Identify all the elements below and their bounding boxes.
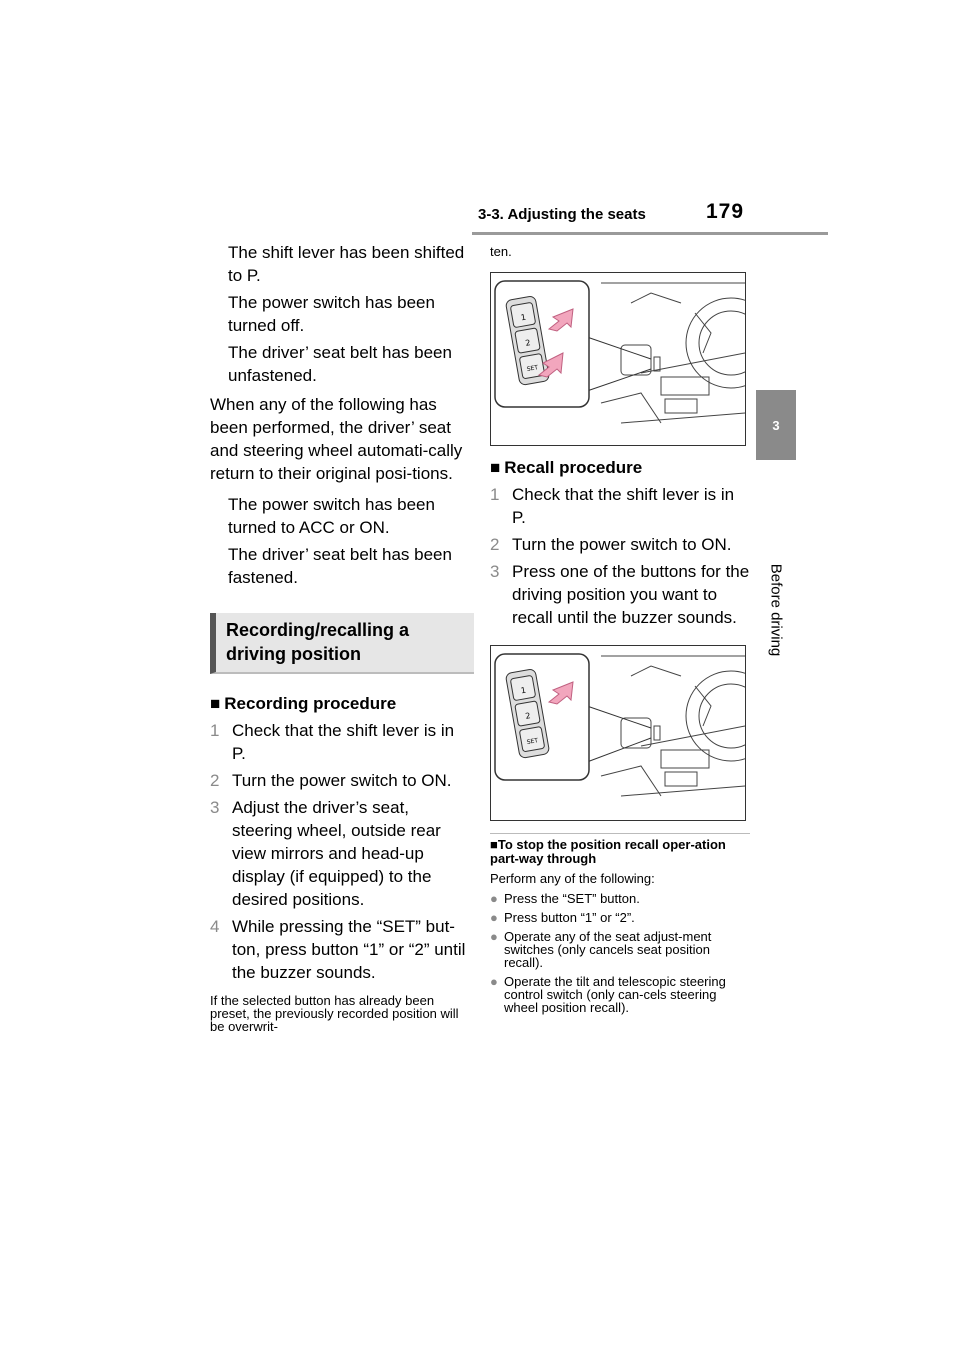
list-item: ● Operate the tilt and telescopic steering control switch (only can-cels steering wheel position recall). xyxy=(490,974,726,1015)
subheading: ■ Recall procedure xyxy=(490,458,643,477)
list-item: The power switch has been turned to ACC or ON. xyxy=(228,495,435,537)
note-body: Perform any of the following: xyxy=(490,871,655,886)
step-item: 3 Adjust the driver’s seat, steering wheel, outside rear view mirrors and head-up display (if equipped) to the desired positions. xyxy=(210,798,441,909)
memory-switch-figure-recall xyxy=(490,645,746,821)
step-number: 3 xyxy=(490,562,500,581)
step-number: 4 xyxy=(210,917,220,936)
section-heading: Recording/recalling a driving position xyxy=(210,613,474,674)
paragraph: When any of the following has been performed, the driver’ seat and steering wheel automati-cally return to their original posi-tions. xyxy=(210,395,463,483)
illustration-icon xyxy=(491,646,745,820)
dot-icon: ● xyxy=(490,910,498,925)
illustration-icon xyxy=(491,273,745,445)
header-rule xyxy=(472,232,828,235)
section-title: 3-3. Adjusting the seats xyxy=(478,206,646,223)
square-icon: ■ xyxy=(210,694,221,713)
list-item: ● Press the “SET” button. xyxy=(490,891,640,906)
svg-text:SET: SET xyxy=(526,364,539,374)
dot-icon: ● xyxy=(490,891,498,906)
step-number: 3 xyxy=(210,798,220,817)
list-item: ● Press button “1” or “2”. xyxy=(490,910,635,925)
square-icon: ■ xyxy=(490,458,501,477)
step-item: 2 Turn the power switch to ON. xyxy=(490,535,732,554)
list-item: The driver’ seat belt has been fastened. xyxy=(228,545,452,587)
dot-icon: ● xyxy=(490,974,498,989)
list-item: The driver’ seat belt has been unfastened. xyxy=(228,343,452,385)
step-item: 1 Check that the shift lever is in P. xyxy=(490,485,735,527)
svg-text:2: 2 xyxy=(524,711,532,721)
chapter-tab: 3 xyxy=(756,390,796,460)
dot-icon: ● xyxy=(490,929,498,944)
svg-text:1: 1 xyxy=(520,312,527,323)
subheading: ■ Recording procedure xyxy=(210,694,397,713)
list-item: The shift lever has been shifted to P. xyxy=(228,243,465,285)
page-number: 179 xyxy=(706,200,745,223)
svg-text:2: 2 xyxy=(524,338,532,348)
small-note-continued: ten. xyxy=(490,244,512,259)
note-heading: ■To stop the position recall oper-ation part-way through xyxy=(490,837,726,866)
step-number: 1 xyxy=(490,485,500,504)
note-divider xyxy=(490,833,750,834)
memory-switch-figure-record xyxy=(490,272,746,446)
square-icon: ■ xyxy=(490,837,498,852)
step-item: 1 Check that the shift lever is in P. xyxy=(210,721,455,763)
left-column xyxy=(210,241,472,1033)
list-item: The power switch has been turned off. xyxy=(228,293,435,335)
step-number: 2 xyxy=(210,771,220,790)
chapter-title: Before driving xyxy=(767,563,785,657)
small-note: If the selected button has already been preset, the previously recorded position will be overwrit- xyxy=(210,993,459,1034)
list-item: ● Operate any of the seat adjust-ment switches (only cancels seat position recall). xyxy=(490,929,712,970)
step-number: 1 xyxy=(210,721,220,740)
step-item: 4 While pressing the “SET” but-ton, press button “1” or “2” until the buzzer sounds. xyxy=(210,917,466,982)
step-item: 2 Turn the power switch to ON. xyxy=(210,771,452,790)
svg-text:SET: SET xyxy=(526,737,539,747)
step-item: 3 Press one of the buttons for the driving position you want to recall until the buzzer sounds. xyxy=(490,562,750,627)
right-column xyxy=(490,241,752,1020)
step-number: 2 xyxy=(490,535,500,554)
svg-text:1: 1 xyxy=(520,685,527,696)
